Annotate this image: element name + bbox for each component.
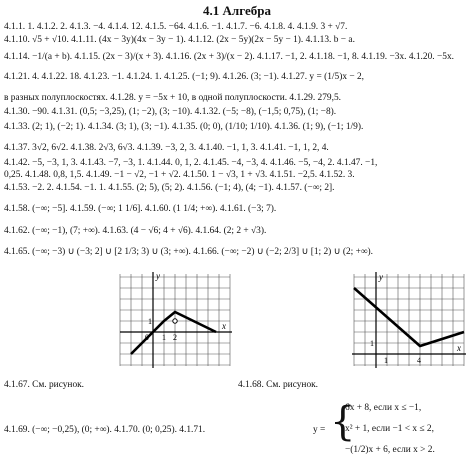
graph-4-1-68 xyxy=(350,270,468,370)
answer-line-1: 4.1.1. 1. 4.1.2. 2. 4.1.3. −4. 4.1.4. 12. 4.1.5. −64. 4.1.6. −1. 4.1.7. −6. 4.1.8. 4. 4.1.9. 3 + √7. xyxy=(4,22,348,32)
y-axis-label: y xyxy=(156,271,160,281)
origin-label: 0 xyxy=(145,333,149,342)
graph-4-1-67 xyxy=(118,270,236,370)
answer-line-5: в разных полуплоскостях. 4.1.28. y = −5x + 10, в одной полуплоскости. 4.1.29. 279,5. xyxy=(4,93,341,103)
tick-x-2: 2 xyxy=(173,333,177,342)
answer-line-3: 4.1.14. −1/(a + b). 4.1.15. (2x − 3)/(x + 3). 4.1.16. (2x + 3)/(x − 2). 4.1.17. −1, 2. 4.1.18. −1, 8. 4.1.19. −3x. 4.1.20. −5x. xyxy=(4,52,454,62)
answer-line-6: 4.1.30. −90. 4.1.31. (0,5; −3,25), (1; −2), (3; −10). 4.1.32. (−5; −8), (−1,5; 0,75), (1; −8). xyxy=(4,107,337,117)
tick-x-1: 1 xyxy=(162,333,166,342)
answer-line-14: 4.1.65. (−∞; −3) ∪ (−3; 2] ∪ [2 1/3; 3) ∪ (3; +∞). 4.1.66. (−∞; −2) ∪ (−2; 2/3] ∪ [1; 2) ∪ (2; +∞). xyxy=(4,247,374,257)
caption-4-1-67: 4.1.67. См. рисунок. xyxy=(4,380,85,390)
answer-line-4: 4.1.21. 4. 4.1.22. 18. 4.1.23. −1. 4.1.24. 1. 4.1.25. (−1; 9). 4.1.26. (3; −1). 4.1.27. y = (1/5)x − 2, xyxy=(4,72,365,82)
y-axis-label: y xyxy=(379,272,383,282)
answer-line-13: 4.1.62. (−∞; −1), (7; +∞). 4.1.63. (4 − √6; 4 + √6). 4.1.64. (2; 2 + √3). xyxy=(4,226,267,236)
answer-line-bottom: 4.1.69. (−∞; −0,25), (0; +∞). 4.1.70. (0; 0,25). 4.1.71. xyxy=(4,425,206,435)
answer-line-11: 4.1.53. −2. 2. 4.1.54. −1. 1. 4.1.55. (2; 5), (5; 2). 4.1.56. (−1; 4), (4; −1). 4.1.57. (−∞; 2]. xyxy=(4,183,335,193)
caption-4-1-68: 4.1.68. См. рисунок. xyxy=(238,380,319,390)
y-equals-label: y = xyxy=(313,425,326,435)
answer-line-8: 4.1.37. 3√2, 6√2. 4.1.38. 2√3, 6√3. 4.1.39. −3, 2, 3. 4.1.40. −1, 1, 3. 4.1.41. −1, 1, 2, 4. xyxy=(4,143,329,153)
tick-x-1: 1 xyxy=(384,356,388,365)
tick-y-1: 1 xyxy=(370,339,374,348)
piecewise-row-2: x² + 1, если −1 < x ≤ 2, xyxy=(345,424,434,434)
x-axis-label: x xyxy=(222,321,226,331)
answer-line-9: 4.1.42. −5, −3, 1, 3. 4.1.43. −7, −3, 1. 4.1.44. 0, 1, 2. 4.1.45. −4, −3, 4. 4.1.46. −5, −4, 2. 4.1.47. −1, xyxy=(4,158,378,168)
answer-line-2: 4.1.10. √5 + √10. 4.1.11. (4x − 3y)(4x − 3y − 1). 4.1.12. (2x − 5y)(2x − 5y − 1). 4.1.13. b − a. xyxy=(4,35,355,45)
piecewise-row-1: 6x + 8, если x ≤ −1, xyxy=(345,403,422,413)
x-axis-label: x xyxy=(457,343,461,353)
piecewise-row-3: −(1/2)x + 6, если x > 2. xyxy=(345,445,435,455)
piecewise-brace: { xyxy=(330,399,356,445)
section-title: 4.1 Алгебра xyxy=(203,3,271,18)
tick-y-1: 1 xyxy=(148,317,152,326)
tick-x-4: 4 xyxy=(417,356,421,365)
answer-line-12: 4.1.58. (−∞; −5]. 4.1.59. (−∞; 1 1/6]. 4.1.60. (1 1/4; +∞). 4.1.61. (−3; 7). xyxy=(4,204,277,214)
answer-line-7: 4.1.33. (2; 1), (−2; 1). 4.1.34. (3; 1), (3; −1). 4.1.35. (0; 0), (1/10; 1/10). 4.1.36. (1; 9), (−1; 1/9). xyxy=(4,122,364,132)
answer-line-10: 0,25. 4.1.48. 0,8, 1,5. 4.1.49. −1 − √2, −1 + √2. 4.1.50. 1 − √3, 1 + √3. 4.1.51. −2,5. 4.1.52. 3. xyxy=(4,170,355,180)
